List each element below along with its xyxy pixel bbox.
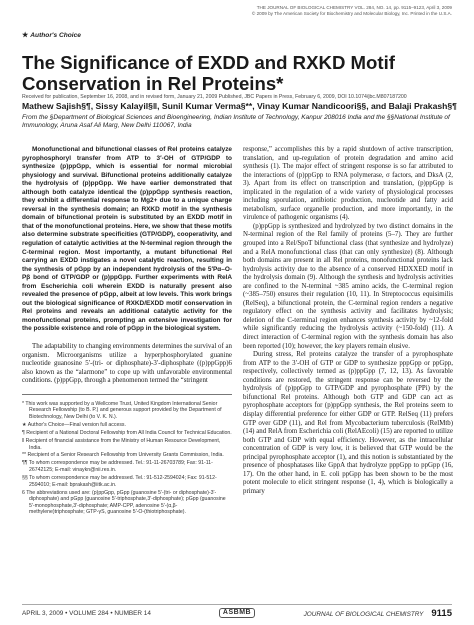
right-column bbox=[243, 146, 453, 496]
received-dates: Received for publication, September 16, 2008, and in revised form, January 21, 2009 Published, JBC Papers in Press, February 6, 2009, DOI 10.1074/jbc.M807187200 bbox=[22, 94, 407, 100]
journal-header bbox=[212, 5, 452, 17]
star-icon: ★ bbox=[22, 32, 29, 39]
body-paragraph: During stress, Rel proteins catalyze the transfer of a pyrophosphate from ATP to the 3′-OH of GTP or GDP to synthesize pppGpp or ppGpp, respectively, collectively termed as (p)ppGpp (7, 12, 13). As favorable conditions are restored, the stringent response can be reversed by the hydrolysis of (p)ppGpp to GTP/GDP and pyrophosphate (PPi) by the bifunctional Rel proteins. Although both GTP and GDP can act as pyrophosphate acceptors for (p)ppGpp synthesis, the Rel proteins seem to display differential preference for either GDP or GTP. RelSeq (11) prefers GTP over GDP (11), and Rel from Mycobacterium tuberculosis (RelMtb) (14) and RelA from Escherichia coli (RelAEcoli) (15) are reported to utilize both GTP and GDP with equal efficiency. However, as the intracellular concentration of GDP is very low, it is believed that GTP would be the principal pyrophosphate acceptor (1), and this notion is substantiated by the presence of phosphatases like GppA that hydrolyze pppGpp to ppGpp (16, 17). On the other hand, in E. coli ppGpp has been shown to be the most potent molecule to elicit stringent response (1, 4), which is biologically a primary bbox=[243, 351, 453, 495]
body-paragraph: response,” accomplishes this by a rapid shutdown of active transcription, translation, and up-regulation of protein degradation and amino acid synthesis (1). The major effect of stringent response is so far attributed to the interactions of (p)ppGpp to RNA polymerase, σ factors, and DksA (2, 3). Apart from its effect on transcription and translation, (p)ppGpp is implicated in the regulation of a wide variety of physiological processes including sporulation, antibiotic production, nucleotide and fatty acid metabolism, surface organelle production, and more importantly, in the virulence of pathogenic organisms (4). bbox=[243, 146, 453, 222]
footnotes bbox=[22, 394, 232, 516]
intro-paragraph: The adaptability to changing environments determines the survival of an organism. Microorganisms utilize a hyperphosphorylated guanine nucleotide guanosine 5′-(tri- or diphosphate)-3′-diphosphate ((p)ppGpp)6 also known as the “alarmone” to cope up with unfavorable environmental conditions. (p)ppGpp, through a phenomenon termed the “stringent bbox=[22, 343, 232, 385]
issue-info: APRIL 3, 2009 • VOLUME 284 • NUMBER 14 bbox=[22, 609, 151, 617]
page-number: 9115 bbox=[431, 607, 453, 619]
footnote: 6 The abbreviations used are: (p)ppGpp, pGpp (guanosine 5′-(tri- or diphosphate)-3′-diphosphate) and pGpp (guanosine 5′-triphosphate,3′-diphosphate); pGpp (guanosine 5′-monophosphate,3′-diphosphate; AMP-CPP, adenosine 5′-(α,β-methylene)triphosphate; GTP-γS, guanosine 5′-O-(thiotriphosphate). bbox=[22, 489, 226, 516]
asbmb-logo: ASBMB bbox=[219, 608, 255, 618]
footnote: §§ To whom correspondence may be addressed. Tel.: 91-512-2594024; Fax: 91-512-2594010; E-mail: bprakash@iitk.ac.in. bbox=[22, 475, 217, 488]
journal-header-line2: © 2009 by The American Society for Biochemistry and Molecular Biology, Inc. Printed in the U.S.A. bbox=[251, 11, 452, 16]
affiliation: From the §Department of Biological Sciences and Bioengineering, Indian Institute of Technology, Kanpur 208016 India and the §§National Institute of Immunology, Aruna Asaf Ali Marg, New Delhi 110067, India bbox=[22, 114, 450, 130]
footnote: ¶ Recipient of a National Doctoral Fellowship from All India Council for Technical Education. bbox=[22, 429, 232, 436]
footnote: ★ Author's Choice—Final version full access. bbox=[22, 421, 126, 428]
body-paragraph: (p)ppGpp is synthesized and hydrolyzed by two distinct domains in the N-terminal region of the Rel family of proteins (5–7). They are further grouped into a Rel/SpoT bifunctional class (that synthesize and hydrolyze) and a RelA monofunctional class (that can only synthesize) (8). Although both domains are present in all Rel proteins, monofunctional proteins lack hydrolysis activity due to the absence of a conserved HDXXED motif in the hydrolysis domain (9). Although the synthesis and hydrolysis activities are confined to the N-terminal ~385 amino acids, the C-terminal region (~385–750) ensures their regulation (10, 11). In Streptococcus equisimilis (RelSeq), a bifunctional protein, the C-terminal region renders a negative regulatory effect on the synthesis activity and facilitates hydrolysis; deletion of the C-terminal region enhances synthesis activity by ~12-fold while significantly reducing the hydrolysis activity (~150-fold) (11). A direct interaction of C-terminal region with the synthesis domain has also been reported (10); however, the key players remain elusive. bbox=[243, 222, 453, 350]
footnote: * This work was supported by a Wellcome Trust, United Kingdom International Senior Research Fellowship (to B. P.) and generous support provided by the Department of Biotechnology, New Delhi (to V. K. N.). bbox=[22, 400, 222, 420]
abstract bbox=[22, 146, 232, 334]
footer-right bbox=[255, 608, 452, 619]
footnote: ¶¶ To whom correspondence may be addressed. Tel.: 91-11-26703789; Fax: 91-11-26742125; E-mail: vinaykn@nii.res.in. bbox=[22, 460, 213, 474]
author-list: Mathew Sajish§¶, Sissy Kalayil§‖, Sunil Kumar Verma§**, Vinay Kumar Nandicoori§§, and Balaji Prakash§¶ bbox=[22, 101, 457, 111]
footnote: ‖ Recipient of financial assistance from the Ministry of Human Resource Development, India. bbox=[22, 437, 221, 451]
abstract-text: Monofunctional and bifunctional classes of Rel proteins catalyze pyrophosphoryl transfer from ATP to 3′-OH of GTP/GDP to synthesize (p)ppGpp, which is essential for normal microbial physiology and survival. Bifunctional proteins additionally catalyze the hydrolysis of (p)ppGpp. We have earlier demonstrated that although both catalyze identical the (p)ppGpp synthesis reaction, they exhibit a differential response to Mg2+ due to a unique charge reversal in the synthesis domain; an RXKD motif in the synthesis domain of bifunctional protein is substituted by an EXDD motif in that of the monofunctional proteins. Here, we show that these motifs also determine substrate specificities (GTP/GDP), cooperativity, and regulation of catalytic activities at the N-terminal region through the C-terminal region. Most importantly, a mutant bifunctional Rel carrying an EXDD instigates a novel catalytic reaction, resulting in the synthesis of pGpp by an independent hydrolysis of the 5′Pα–O-Pβ bond of GTP/GDP or (p)ppGpp. Further experiments with RelA from Escherichia coli wherein EXDD is naturally present also revealed the presence of pGpp, albeit at low levels. This work brings out the biological significance of RXKD/EXDD motif conservation in Rel proteins and reveals an additional catalytic activity for the monofunctional proteins, prompting an extensive investigation for the possible existence and role of pGpp in the biological system. bbox=[22, 146, 232, 333]
authors-choice-label: Author's Choice bbox=[30, 31, 81, 39]
footnote: ** Recipient of a Senior Research Fellowship from University Grants Commission, India. bbox=[22, 452, 224, 459]
page-footer bbox=[22, 608, 452, 618]
journal-header-line1: THE JOURNAL OF BIOLOGICAL CHEMISTRY VOL. 284, NO. 14, pp. 9115–9123, April 3, 2009 bbox=[256, 5, 452, 10]
article-title: The Significance of EXDD and RXKD Motif Conservation in Rel Proteins* bbox=[22, 52, 395, 94]
footer-divider bbox=[22, 604, 452, 605]
authors-choice-badge bbox=[22, 31, 81, 39]
left-body bbox=[22, 343, 232, 386]
right-body bbox=[243, 146, 453, 496]
left-column bbox=[22, 146, 232, 517]
journal-name: JOURNAL OF BIOLOGICAL CHEMISTRY bbox=[303, 610, 424, 618]
